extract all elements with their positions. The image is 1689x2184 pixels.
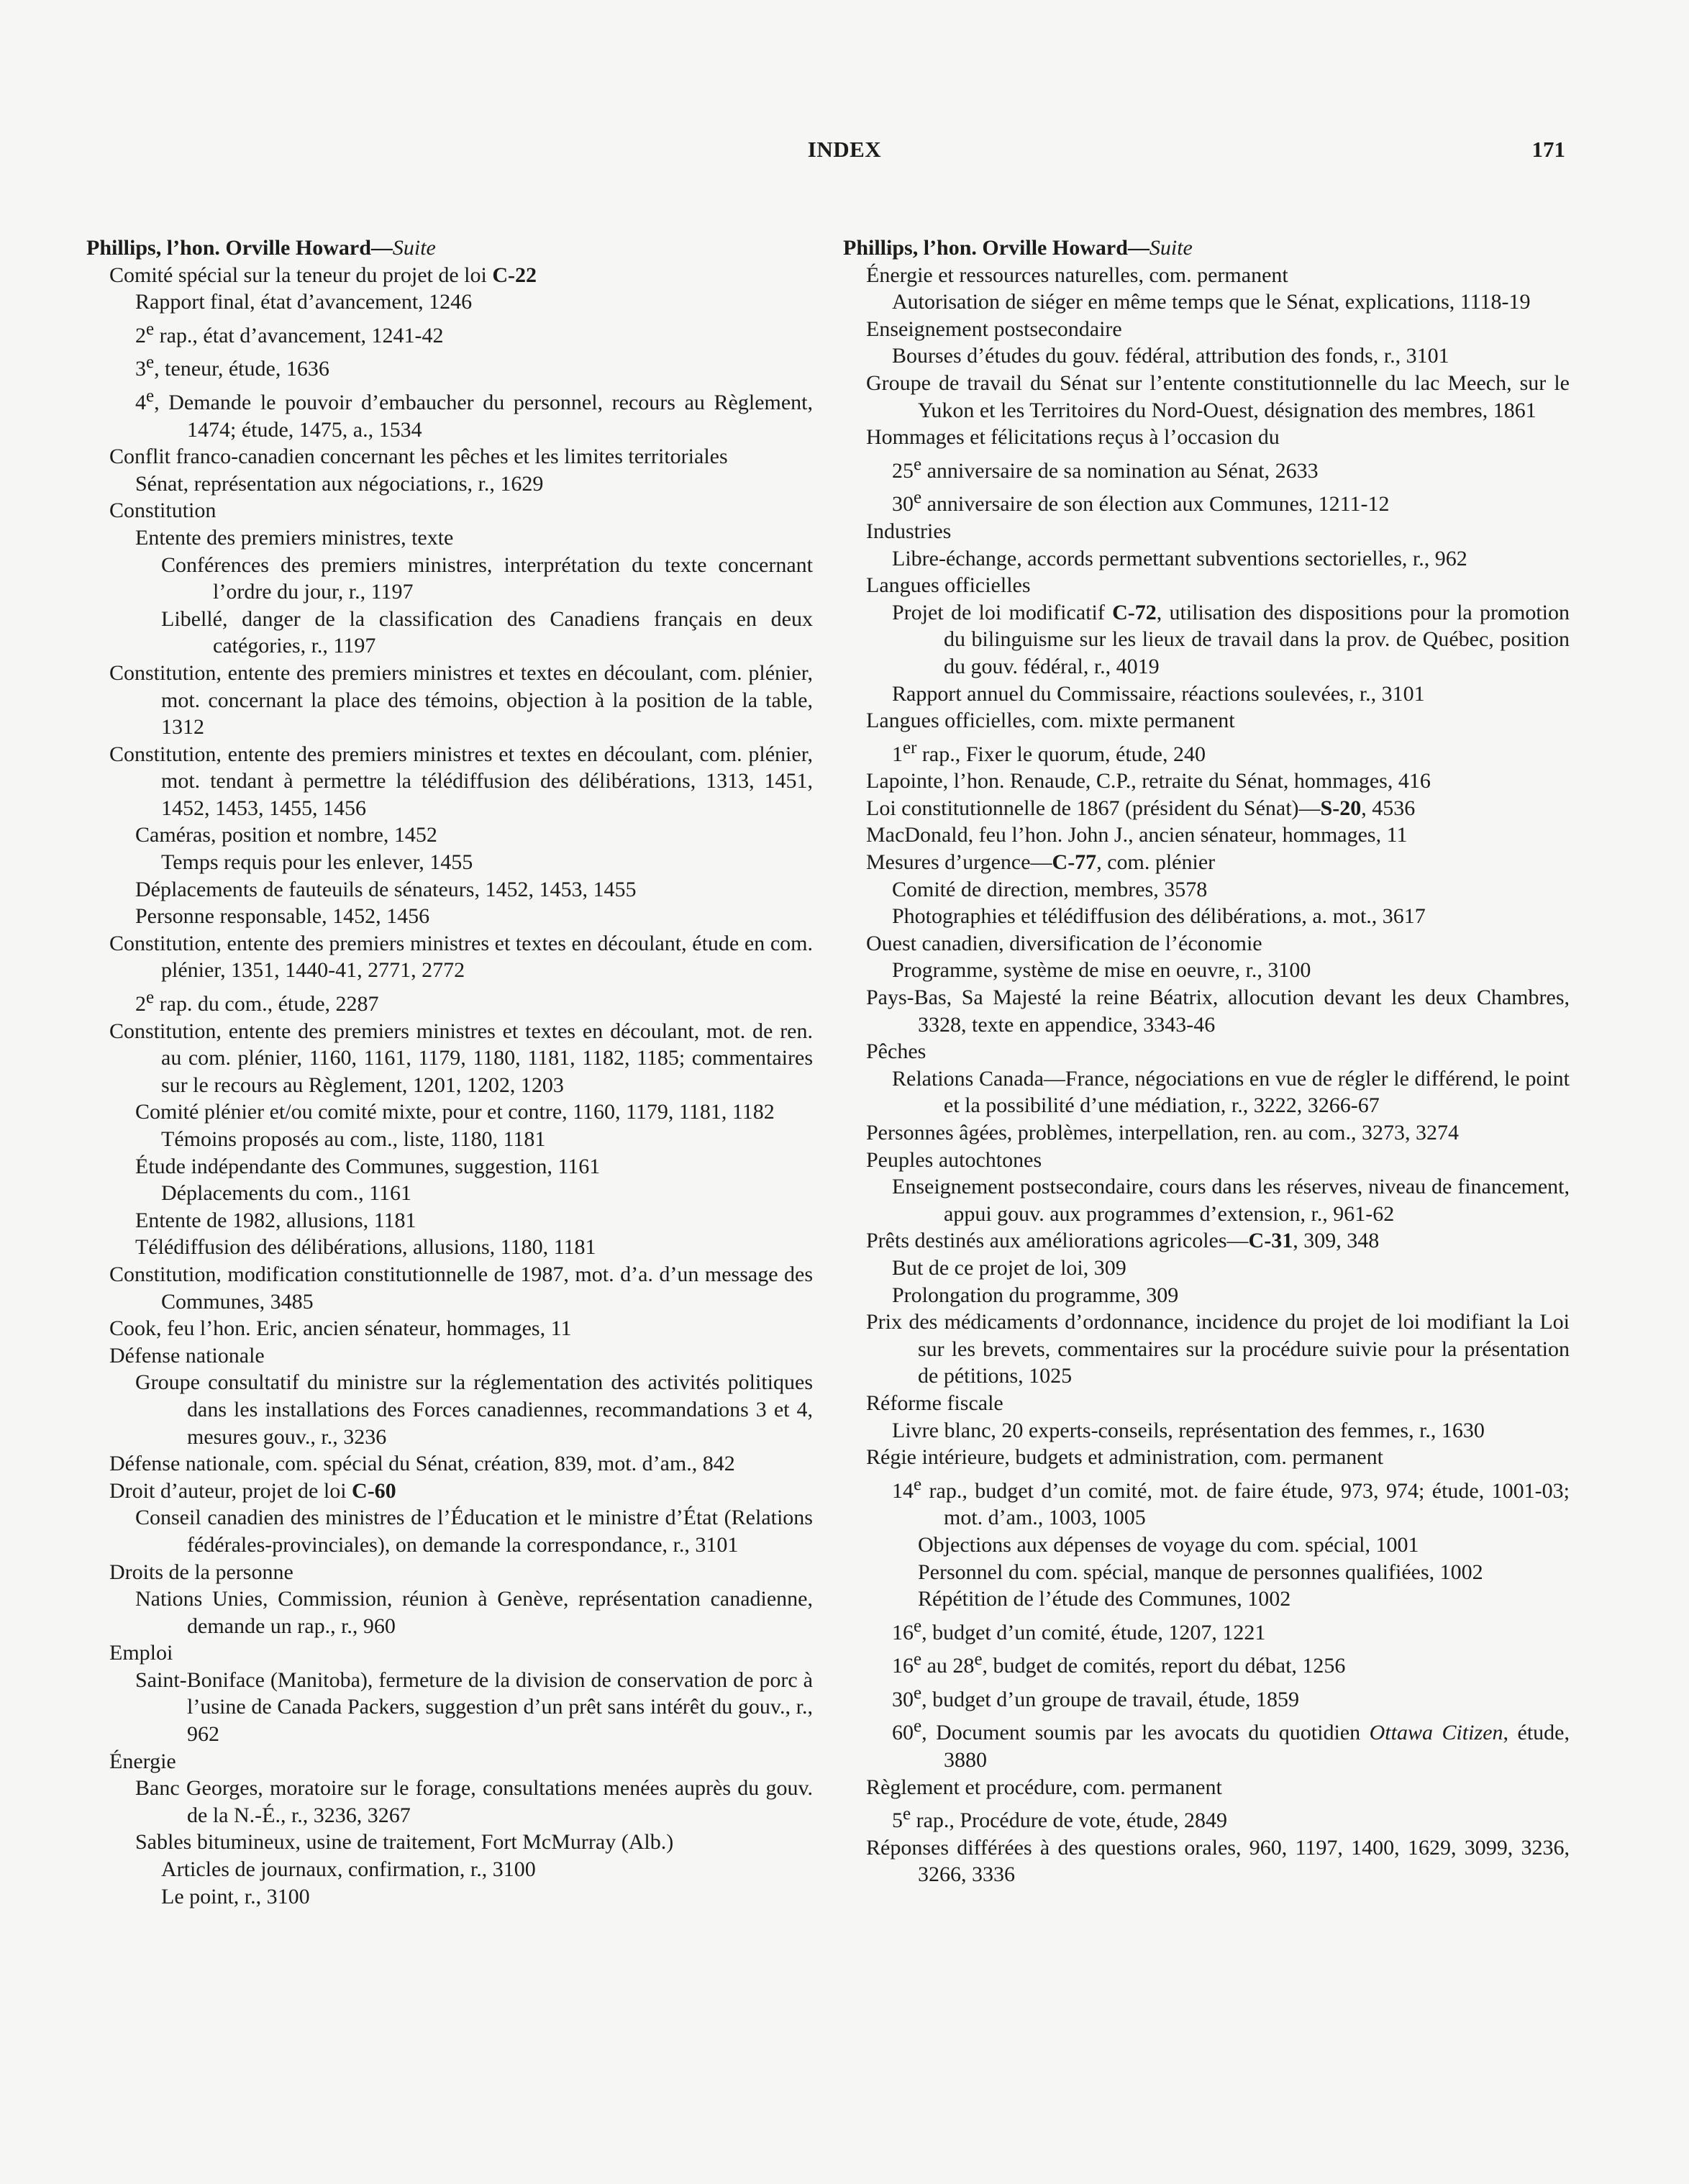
index-entry: Prêts destinés aux améliorations agricoles—C-31, 309, 348 [866, 1229, 1380, 1253]
page-number: 171 [1531, 137, 1565, 162]
index-entry: Règlement et procédure, com. permanent [866, 1775, 1222, 1799]
index-entry: Régie intérieure, budgets et administration, com. permanent [866, 1445, 1383, 1470]
index-entry: 4e, Demande le pouvoir d’embaucher du personnel, recours au Règlement, 1474; étude, 1475, a., 1534 [135, 386, 813, 442]
index-entry: Déplacements de fauteuils de sénateurs, 1452, 1453, 1455 [135, 877, 637, 901]
index-entry: Hommages et félicitations reçus à l’occasion du [866, 425, 1280, 450]
index-entry: Banc Georges, moratoire sur le forage, consultations menées auprès du gouv. de la N.-É., r., 3236, 3267 [135, 1776, 813, 1827]
index-entry: 14e rap., budget d’un comité, mot. de faire étude, 973, 974; étude, 1001-03; mot. d’am., 1003, 1005 [892, 1474, 1570, 1530]
index-entry: Prolongation du programme, 309 [892, 1283, 1179, 1307]
index-entry: Enseignement postsecondaire, cours dans les réserves, niveau de financement, appui gouv. aux programmes d’extension, r., 961-62 [892, 1175, 1570, 1226]
index-entry: Énergie et ressources naturelles, com. permanent [866, 263, 1288, 287]
index-entry: 30e, budget d’un groupe de travail, étude, 1859 [892, 1683, 1299, 1711]
index-entry: Défense nationale, com. spécial du Sénat, création, 839, mot. d’am., 842 [109, 1452, 735, 1476]
index-entry: Nations Unies, Commission, réunion à Genève, représentation canadienne, demande un rap., r., 960 [135, 1587, 813, 1638]
index-entry: Comité spécial sur la teneur du projet de loi C-22 [109, 263, 537, 287]
index-entry: Droits de la personne [109, 1560, 293, 1584]
index-entry: Langues officielles, com. mixte permanent [866, 709, 1235, 733]
index-entry: Cook, feu l’hon. Eric, ancien sénateur, hommages, 11 [109, 1316, 572, 1341]
index-entry: Constitution, entente des premiers ministres et textes en découlant, com. plénier, mot. concernant la place des témoins, objection à la position de la table, 1312 [109, 660, 813, 740]
index-entry: 25e anniversaire de sa nomination au Sénat, 2633 [892, 454, 1319, 483]
index-entry: MacDonald, feu l’hon. John J., ancien sénateur, hommages, 11 [866, 823, 1408, 847]
index-entry: Répétition de l’étude des Communes, 1002 [918, 1587, 1291, 1611]
index-entry: Constitution [109, 499, 217, 523]
index-entry: 16e au 28e, budget de comités, report du débat, 1256 [892, 1650, 1346, 1678]
index-entry: Photographies et télédiffusion des délibérations, a. mot., 3617 [892, 904, 1426, 929]
index-entry: 16e, budget d’un comité, étude, 1207, 1221 [892, 1616, 1266, 1644]
index-entry: Prix des médicaments d’ordonnance, incidence du projet de loi modifiant la Loi sur les brevets, commentaires sur la procédure suivie pour la présentation de pétitions, 1025 [866, 1310, 1570, 1388]
index-entry: Constitution, modification constitutionnelle de 1987, mot. d’a. d’un message des Communes, 3485 [109, 1262, 813, 1314]
index-entry: Télédiffusion des délibérations, allusions, 1180, 1181 [135, 1235, 596, 1260]
index-entry: Mesures d’urgence—C-77, com. plénier [866, 850, 1216, 875]
index-entry: Groupe consultatif du ministre sur la réglementation des activités politiques dans les installations des Forces canadiennes, recommandations 3 et 4, mesures gouv., r., 3236 [135, 1370, 813, 1449]
index-entry: Déplacements du com., 1161 [161, 1181, 411, 1206]
index-entry: Projet de loi modificatif C-72, utilisation des dispositions pour la promotion du bilinguisme sur les lieux de travail dans la prov. de Québec, position du gouv. fédéral, r., 4019 [892, 600, 1570, 678]
index-entry: Emploi [109, 1641, 173, 1665]
index-entry: Phillips, l’hon. Orville Howard—Suite [843, 236, 1193, 260]
index-entry: Sénat, représentation aux négociations, r., 1629 [135, 471, 544, 496]
index-entry: Personne responsable, 1452, 1456 [135, 904, 430, 929]
index-entry: Personnes âgées, problèmes, interpellation, ren. au com., 3273, 3274 [866, 1121, 1459, 1145]
index-entry: 5e rap., Procédure de vote, étude, 2849 [892, 1804, 1227, 1833]
index-entry: Réforme fiscale [866, 1391, 1003, 1415]
index-entry: 3e, teneur, étude, 1636 [135, 352, 329, 381]
index-column-left [86, 235, 813, 1910]
index-entry: Droit d’auteur, projet de loi C-60 [109, 1478, 396, 1503]
index-entry: Programme, système de mise en oeuvre, r., 3100 [892, 958, 1311, 983]
index-entry: Énergie [109, 1749, 176, 1773]
index-entry: Lapointe, l’hon. Renaude, C.P., retraite du Sénat, hommages, 416 [866, 769, 1431, 793]
index-entry: Comité plénier et/ou comité mixte, pour et contre, 1160, 1179, 1181, 1182 [135, 1100, 775, 1124]
index-entry: Constitution, entente des premiers ministres et textes en découlant, mot. de ren. au com. plénier, 1160, 1161, 1179, 1180, 1181, 1182, 1185; commentaires sur le recours au Règlement, 1201, 1202, 1203 [109, 1019, 813, 1097]
index-entry: Rapport final, état d’avancement, 1246 [135, 290, 473, 314]
index-entry: Phillips, l’hon. Orville Howard—Suite [86, 236, 436, 260]
index-entry: Conflit franco-canadien concernant les pêches et les limites territoriales [109, 445, 728, 469]
index-entry: Témoins proposés au com., liste, 1180, 1181 [161, 1127, 546, 1151]
index-entry: Personnel du com. spécial, manque de personnes qualifiées, 1002 [918, 1560, 1483, 1584]
index-entry: Relations Canada—France, négociations en vue de régler le différend, le point et la possibilité d’une médiation, r., 3222, 3266-67 [892, 1066, 1570, 1118]
index-entry: Constitution, entente des premiers ministres et textes en découlant, étude en com. plénier, 1351, 1440-41, 2771, 2772 [109, 931, 813, 983]
index-entry: Langues officielles [866, 573, 1031, 598]
index-entry: Enseignement postsecondaire [866, 317, 1122, 341]
index-entry: Saint-Boniface (Manitoba), fermeture de la division de conservation de porc à l’usine de Canada Packers, suggestion d’un prêt sans intérêt du gouv., r., 962 [135, 1667, 813, 1747]
index-entry: Peuples autochtones [866, 1147, 1042, 1172]
index-entry: 30e anniversaire de son élection aux Communes, 1211-12 [892, 488, 1390, 517]
index-entry: Temps requis pour les enlever, 1455 [161, 850, 473, 875]
index-entry: Le point, r., 3100 [161, 1884, 310, 1908]
index-entry: Industries [866, 519, 952, 543]
index-entry: Objections aux dépenses de voyage du com. spécial, 1001 [918, 1532, 1419, 1557]
index-entry: Ouest canadien, diversification de l’économie [866, 931, 1262, 955]
index-entry: Sables bitumineux, usine de traitement, Fort McMurray (Alb.) [135, 1830, 674, 1855]
page-title: INDEX [807, 137, 882, 162]
index-entry: Caméras, position et nombre, 1452 [135, 823, 437, 847]
index-entry: Libellé, danger de la classification des Canadiens français en deux catégories, r., 1197 [161, 606, 813, 658]
index-entry: Réponses différées à des questions orales, 960, 1197, 1400, 1629, 3099, 3236, 3266, 3336 [866, 1835, 1570, 1887]
index-entry: Conférences des premiers ministres, interprétation du texte concernant l’ordre du jour, r., 1197 [161, 552, 813, 604]
index-entry: Articles de journaux, confirmation, r., 3100 [161, 1857, 536, 1882]
index-entry: But de ce projet de loi, 309 [892, 1255, 1126, 1280]
index-entry: Rapport annuel du Commissaire, réactions soulevées, r., 3101 [892, 681, 1425, 706]
index-entry: 60e, Document soumis par les avocats du quotidien Ottawa Citizen, étude, 3880 [892, 1716, 1570, 1773]
index-entry: 2e rap., état d’avancement, 1241-42 [135, 319, 444, 347]
index-entry: 1er rap., Fixer le quorum, étude, 240 [892, 737, 1206, 766]
index-entry: Conseil canadien des ministres de l’Éducation et le ministre d’État (Relations fédérales-provinciales), on demande la correspondance, r., 3101 [135, 1506, 813, 1557]
index-entry: 2e rap. du com., étude, 2287 [135, 988, 379, 1016]
index-column-right [843, 235, 1570, 1888]
index-entry: Livre blanc, 20 experts-conseils, représentation des femmes, r., 1630 [892, 1418, 1485, 1442]
index-entry: Entente des premiers ministres, texte [135, 525, 454, 550]
index-entry: Étude indépendante des Communes, suggestion, 1161 [135, 1154, 601, 1178]
index-entry: Défense nationale [109, 1343, 265, 1368]
index-entry: Pêches [866, 1039, 927, 1064]
index-entry: Autorisation de siéger en même temps que le Sénat, explications, 1118-19 [892, 290, 1531, 314]
index-entry: Libre-échange, accords permettant subventions sectorielles, r., 962 [892, 546, 1467, 570]
index-entry: Loi constitutionnelle de 1867 (président du Sénat)—S-20, 4536 [866, 796, 1416, 820]
index-entry: Constitution, entente des premiers ministres et textes en découlant, com. plénier, mot. tendant à permettre la télédiffusion des délibérations, 1313, 1451, 1452, 1453, 1455, 1456 [109, 742, 813, 820]
index-entry: Entente de 1982, allusions, 1181 [135, 1208, 416, 1232]
index-entry: Bourses d’études du gouv. fédéral, attribution des fonds, r., 3101 [892, 344, 1449, 368]
index-entry: Groupe de travail du Sénat sur l’entente constitutionnelle du lac Meech, sur le Yukon et les Territoires du Nord-Ouest, désignation des membres, 1861 [866, 370, 1570, 422]
index-entry: Pays-Bas, Sa Majesté la reine Béatrix, allocution devant les deux Chambres, 3328, texte en appendice, 3343-46 [866, 986, 1570, 1037]
index-entry: Comité de direction, membres, 3578 [892, 877, 1208, 901]
